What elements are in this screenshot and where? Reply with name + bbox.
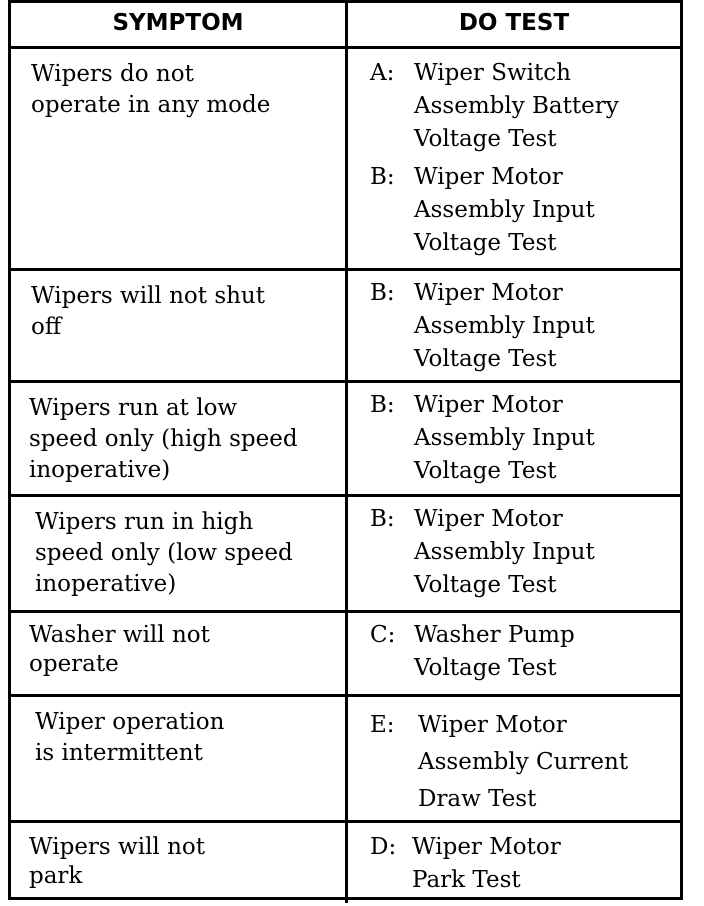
- do-test-cell: [348, 49, 680, 268]
- symptom-text: Wipers run at low speed only (high speed inoperative): [29, 395, 298, 483]
- test-item: [370, 707, 676, 818]
- do-test-cell: [348, 497, 680, 610]
- test-text: Wiper Motor Assembly Input Voltage Test: [414, 280, 595, 372]
- do-test-cell: [348, 697, 680, 820]
- symptom-cell: [11, 271, 348, 380]
- test-code: B:: [370, 506, 395, 532]
- test-text: Wiper Motor Assembly Current Draw Test: [418, 712, 629, 812]
- test-code: E:: [370, 712, 395, 738]
- test-text: Wiper Motor Assembly Input Voltage Test: [414, 506, 595, 598]
- do-test-cell: [348, 823, 680, 903]
- symptom-cell: [11, 49, 348, 268]
- symptom-cell: [11, 823, 348, 903]
- symptom-cell: [11, 697, 348, 820]
- table-row: [11, 271, 680, 383]
- table-row: [11, 49, 680, 271]
- test-code: A:: [370, 60, 395, 86]
- symptom-text: Wipers will not shut off: [31, 283, 265, 340]
- symptom-header: SYMPTOM: [112, 10, 244, 36]
- test-code: D:: [370, 834, 397, 860]
- test-code: B:: [370, 164, 395, 190]
- table-row: [11, 613, 680, 697]
- symptom-cell: [11, 383, 348, 494]
- symptom-cell: [11, 613, 348, 694]
- symptom-text: Wiper operation is intermittent: [35, 709, 225, 766]
- symptom-text: Washer will not operate: [29, 622, 210, 677]
- table-header: [11, 3, 680, 49]
- table-row: [11, 497, 680, 613]
- symptom-header-cell: [11, 3, 348, 46]
- symptom-text: Wipers do not operate in any mode: [31, 61, 271, 118]
- test-item: [370, 619, 676, 685]
- diagnosis-table: [8, 0, 683, 900]
- test-item: [370, 503, 676, 602]
- test-text: Wiper Motor Assembly Input Voltage Test: [414, 164, 595, 256]
- test-code: C:: [370, 622, 396, 648]
- test-text: Washer Pump Voltage Test: [414, 622, 575, 681]
- do-test-header: DO TEST: [458, 10, 570, 36]
- symptom-cell: [11, 497, 348, 610]
- table-row: [11, 383, 680, 497]
- do-test-cell: [348, 271, 680, 380]
- test-code: B:: [370, 392, 395, 418]
- do-test-cell: [348, 613, 680, 694]
- do-test-cell: [348, 383, 680, 494]
- test-item: [370, 389, 676, 488]
- test-item: [370, 57, 676, 156]
- test-item: [370, 277, 676, 376]
- table-row: [11, 823, 680, 903]
- test-text: Wiper Motor Assembly Input Voltage Test: [414, 392, 595, 484]
- test-item: [370, 161, 676, 260]
- do-test-header-cell: [348, 3, 680, 46]
- symptom-text: Wipers will not park: [29, 834, 206, 889]
- test-item: [370, 831, 676, 897]
- test-code: B:: [370, 280, 395, 306]
- test-text: Wiper Motor Park Test: [412, 834, 561, 893]
- test-text: Wiper Switch Assembly Battery Voltage Test: [414, 60, 619, 152]
- table-row: [11, 697, 680, 823]
- symptom-text: Wipers run in high speed only (low speed inoperative): [35, 509, 293, 597]
